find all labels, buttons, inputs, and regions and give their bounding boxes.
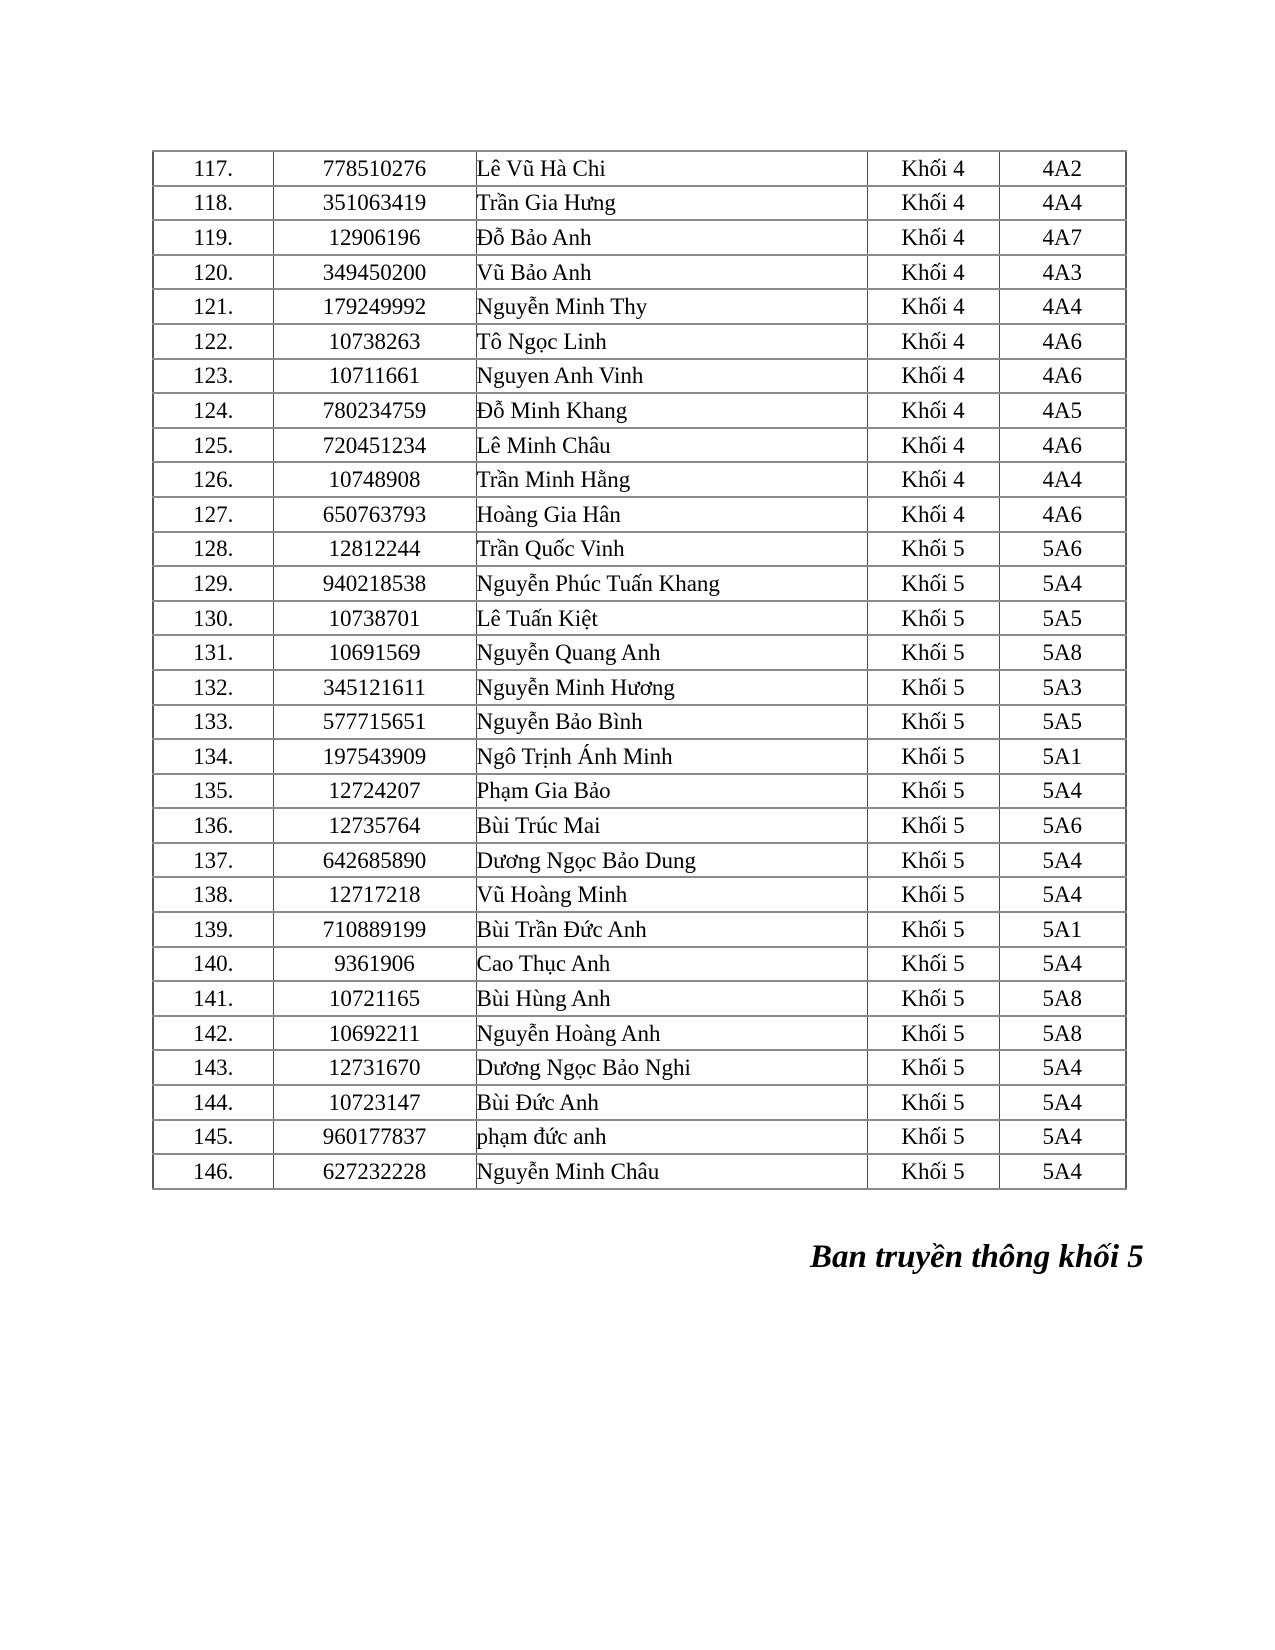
cell-row-number: 122. bbox=[153, 324, 273, 359]
cell-grade: Khối 4 bbox=[867, 497, 999, 532]
cell-grade: Khối 5 bbox=[867, 1120, 999, 1155]
cell-grade: Khối 4 bbox=[867, 462, 999, 497]
cell-row-number: 117. bbox=[153, 151, 273, 186]
cell-student-name: Nguyễn Hoàng Anh bbox=[476, 1016, 867, 1051]
table-row bbox=[153, 1120, 1126, 1155]
cell-student-name: Nguyễn Minh Hương bbox=[476, 670, 867, 705]
cell-grade: Khối 5 bbox=[867, 947, 999, 982]
table-row bbox=[153, 635, 1126, 670]
table-row bbox=[153, 601, 1126, 636]
cell-class: 4A6 bbox=[999, 359, 1126, 394]
cell-grade: Khối 5 bbox=[867, 532, 999, 567]
cell-class: 5A4 bbox=[999, 877, 1126, 912]
cell-grade: Khối 5 bbox=[867, 774, 999, 809]
cell-class: 4A4 bbox=[999, 462, 1126, 497]
cell-class: 4A6 bbox=[999, 497, 1126, 532]
cell-grade: Khối 5 bbox=[867, 877, 999, 912]
cell-class: 5A4 bbox=[999, 774, 1126, 809]
cell-grade: Khối 5 bbox=[867, 1050, 999, 1085]
cell-row-number: 130. bbox=[153, 601, 273, 636]
cell-student-id: 778510276 bbox=[273, 151, 476, 186]
cell-student-id: 720451234 bbox=[273, 428, 476, 463]
cell-student-name: Hoàng Gia Hân bbox=[476, 497, 867, 532]
cell-student-name: Bùi Trúc Mai bbox=[476, 808, 867, 843]
student-roster-table bbox=[152, 150, 1127, 1190]
table-row bbox=[153, 359, 1126, 394]
table-row bbox=[153, 739, 1126, 774]
cell-student-name: Bùi Đức Anh bbox=[476, 1085, 867, 1120]
cell-grade: Khối 4 bbox=[867, 428, 999, 463]
cell-class: 4A2 bbox=[999, 151, 1126, 186]
cell-grade: Khối 5 bbox=[867, 566, 999, 601]
table-row bbox=[153, 705, 1126, 740]
cell-class: 5A4 bbox=[999, 1085, 1126, 1120]
cell-row-number: 146. bbox=[153, 1154, 273, 1189]
cell-student-name: Trần Gia Hưng bbox=[476, 186, 867, 221]
cell-grade: Khối 4 bbox=[867, 151, 999, 186]
cell-class: 5A4 bbox=[999, 947, 1126, 982]
table-row bbox=[153, 1016, 1126, 1051]
cell-student-id: 10748908 bbox=[273, 462, 476, 497]
cell-grade: Khối 5 bbox=[867, 705, 999, 740]
cell-student-name: Vũ Bảo Anh bbox=[476, 255, 867, 290]
cell-row-number: 129. bbox=[153, 566, 273, 601]
cell-class: 5A6 bbox=[999, 532, 1126, 567]
cell-student-name: Bùi Hùng Anh bbox=[476, 981, 867, 1016]
cell-row-number: 123. bbox=[153, 359, 273, 394]
table-row bbox=[153, 220, 1126, 255]
table-row bbox=[153, 497, 1126, 532]
cell-class: 5A4 bbox=[999, 1120, 1126, 1155]
cell-student-id: 10692211 bbox=[273, 1016, 476, 1051]
table-row bbox=[153, 947, 1126, 982]
cell-student-id: 9361906 bbox=[273, 947, 476, 982]
cell-student-id: 10721165 bbox=[273, 981, 476, 1016]
cell-row-number: 127. bbox=[153, 497, 273, 532]
cell-class: 5A6 bbox=[999, 808, 1126, 843]
cell-row-number: 128. bbox=[153, 532, 273, 567]
cell-student-id: 12731670 bbox=[273, 1050, 476, 1085]
cell-student-name: Bùi Trần Đức Anh bbox=[476, 912, 867, 947]
cell-grade: Khối 4 bbox=[867, 393, 999, 428]
cell-student-id: 642685890 bbox=[273, 843, 476, 878]
cell-class: 5A5 bbox=[999, 601, 1126, 636]
table-row bbox=[153, 670, 1126, 705]
table-row bbox=[153, 774, 1126, 809]
cell-row-number: 121. bbox=[153, 289, 273, 324]
cell-class: 4A6 bbox=[999, 428, 1126, 463]
cell-student-id: 780234759 bbox=[273, 393, 476, 428]
cell-grade: Khối 4 bbox=[867, 220, 999, 255]
cell-student-name: Đỗ Minh Khang bbox=[476, 393, 867, 428]
table-row bbox=[153, 151, 1126, 186]
cell-class: 5A8 bbox=[999, 1016, 1126, 1051]
cell-class: 4A4 bbox=[999, 186, 1126, 221]
cell-grade: Khối 5 bbox=[867, 635, 999, 670]
cell-grade: Khối 5 bbox=[867, 1154, 999, 1189]
table-row bbox=[153, 393, 1126, 428]
cell-class: 5A1 bbox=[999, 739, 1126, 774]
cell-student-name: Lê Minh Châu bbox=[476, 428, 867, 463]
cell-student-id: 940218538 bbox=[273, 566, 476, 601]
table-row bbox=[153, 324, 1126, 359]
cell-student-id: 627232228 bbox=[273, 1154, 476, 1189]
cell-student-id: 577715651 bbox=[273, 705, 476, 740]
cell-class: 5A4 bbox=[999, 1050, 1126, 1085]
cell-student-name: Dương Ngọc Bảo Nghi bbox=[476, 1050, 867, 1085]
cell-class: 4A4 bbox=[999, 289, 1126, 324]
cell-student-name: Phạm Gia Bảo bbox=[476, 774, 867, 809]
cell-row-number: 145. bbox=[153, 1120, 273, 1155]
cell-row-number: 131. bbox=[153, 635, 273, 670]
cell-student-id: 650763793 bbox=[273, 497, 476, 532]
cell-student-name: Trần Minh Hằng bbox=[476, 462, 867, 497]
cell-student-name: Tô Ngọc Linh bbox=[476, 324, 867, 359]
table-row bbox=[153, 912, 1126, 947]
cell-student-name: Nguyễn Phúc Tuấn Khang bbox=[476, 566, 867, 601]
cell-row-number: 144. bbox=[153, 1085, 273, 1120]
cell-grade: Khối 4 bbox=[867, 186, 999, 221]
cell-student-name: Cao Thục Anh bbox=[476, 947, 867, 982]
table-row bbox=[153, 255, 1126, 290]
table-row bbox=[153, 808, 1126, 843]
table-row bbox=[153, 1085, 1126, 1120]
cell-student-name: Dương Ngọc Bảo Dung bbox=[476, 843, 867, 878]
cell-class: 5A1 bbox=[999, 912, 1126, 947]
table-row bbox=[153, 981, 1126, 1016]
cell-class: 5A5 bbox=[999, 705, 1126, 740]
cell-grade: Khối 5 bbox=[867, 1016, 999, 1051]
cell-row-number: 142. bbox=[153, 1016, 273, 1051]
cell-student-name: Lê Tuấn Kiệt bbox=[476, 601, 867, 636]
table-row bbox=[153, 462, 1126, 497]
cell-student-id: 12735764 bbox=[273, 808, 476, 843]
cell-student-id: 12717218 bbox=[273, 877, 476, 912]
cell-row-number: 135. bbox=[153, 774, 273, 809]
cell-row-number: 136. bbox=[153, 808, 273, 843]
cell-grade: Khối 5 bbox=[867, 1085, 999, 1120]
cell-class: 5A4 bbox=[999, 566, 1126, 601]
cell-student-id: 10738263 bbox=[273, 324, 476, 359]
cell-grade: Khối 5 bbox=[867, 843, 999, 878]
cell-class: 5A3 bbox=[999, 670, 1126, 705]
cell-class: 5A8 bbox=[999, 981, 1126, 1016]
cell-grade: Khối 5 bbox=[867, 739, 999, 774]
cell-student-id: 349450200 bbox=[273, 255, 476, 290]
cell-row-number: 140. bbox=[153, 947, 273, 982]
cell-student-name: Đỗ Bảo Anh bbox=[476, 220, 867, 255]
cell-grade: Khối 5 bbox=[867, 670, 999, 705]
cell-student-id: 12812244 bbox=[273, 532, 476, 567]
cell-row-number: 124. bbox=[153, 393, 273, 428]
table-row bbox=[153, 1050, 1126, 1085]
cell-student-name: Nguyen Anh Vinh bbox=[476, 359, 867, 394]
cell-row-number: 120. bbox=[153, 255, 273, 290]
cell-class: 4A6 bbox=[999, 324, 1126, 359]
cell-student-id: 10691569 bbox=[273, 635, 476, 670]
cell-student-name: Nguyễn Quang Anh bbox=[476, 635, 867, 670]
cell-student-id: 179249992 bbox=[273, 289, 476, 324]
table-row bbox=[153, 428, 1126, 463]
cell-row-number: 133. bbox=[153, 705, 273, 740]
cell-row-number: 119. bbox=[153, 220, 273, 255]
cell-class: 4A7 bbox=[999, 220, 1126, 255]
cell-student-name: phạm đức anh bbox=[476, 1120, 867, 1155]
cell-student-name: Vũ Hoàng Minh bbox=[476, 877, 867, 912]
cell-student-id: 10738701 bbox=[273, 601, 476, 636]
cell-student-id: 197543909 bbox=[273, 739, 476, 774]
cell-student-name: Ngô Trịnh Ánh Minh bbox=[476, 739, 867, 774]
cell-grade: Khối 5 bbox=[867, 912, 999, 947]
cell-student-id: 10723147 bbox=[273, 1085, 476, 1120]
cell-grade: Khối 5 bbox=[867, 981, 999, 1016]
table-row bbox=[153, 289, 1126, 324]
cell-grade: Khối 4 bbox=[867, 324, 999, 359]
cell-student-id: 345121611 bbox=[273, 670, 476, 705]
table-row bbox=[153, 877, 1126, 912]
student-roster-body bbox=[153, 151, 1126, 1189]
cell-student-name: Trần Quốc Vinh bbox=[476, 532, 867, 567]
table-row bbox=[153, 566, 1126, 601]
cell-row-number: 134. bbox=[153, 739, 273, 774]
cell-row-number: 132. bbox=[153, 670, 273, 705]
cell-row-number: 118. bbox=[153, 186, 273, 221]
cell-row-number: 126. bbox=[153, 462, 273, 497]
cell-row-number: 137. bbox=[153, 843, 273, 878]
table-row bbox=[153, 532, 1126, 567]
cell-student-name: Nguyễn Minh Châu bbox=[476, 1154, 867, 1189]
footer-signature: Ban truyền thông khối 5 bbox=[810, 1239, 1144, 1275]
cell-student-id: 12906196 bbox=[273, 220, 476, 255]
cell-row-number: 143. bbox=[153, 1050, 273, 1085]
cell-student-id: 960177837 bbox=[273, 1120, 476, 1155]
cell-student-id: 351063419 bbox=[273, 186, 476, 221]
cell-student-name: Nguyễn Minh Thy bbox=[476, 289, 867, 324]
cell-row-number: 139. bbox=[153, 912, 273, 947]
cell-grade: Khối 5 bbox=[867, 808, 999, 843]
cell-class: 5A4 bbox=[999, 843, 1126, 878]
cell-grade: Khối 4 bbox=[867, 255, 999, 290]
cell-class: 4A5 bbox=[999, 393, 1126, 428]
cell-grade: Khối 5 bbox=[867, 601, 999, 636]
table-row bbox=[153, 843, 1126, 878]
cell-student-id: 12724207 bbox=[273, 774, 476, 809]
cell-row-number: 141. bbox=[153, 981, 273, 1016]
cell-student-id: 710889199 bbox=[273, 912, 476, 947]
cell-student-name: Nguyễn Bảo Bình bbox=[476, 705, 867, 740]
table-row bbox=[153, 1154, 1126, 1189]
cell-row-number: 138. bbox=[153, 877, 273, 912]
cell-student-id: 10711661 bbox=[273, 359, 476, 394]
cell-class: 5A8 bbox=[999, 635, 1126, 670]
cell-class: 5A4 bbox=[999, 1154, 1126, 1189]
table-row bbox=[153, 186, 1126, 221]
cell-class: 4A3 bbox=[999, 255, 1126, 290]
cell-row-number: 125. bbox=[153, 428, 273, 463]
cell-student-name: Lê Vũ Hà Chi bbox=[476, 151, 867, 186]
cell-grade: Khối 4 bbox=[867, 289, 999, 324]
cell-grade: Khối 4 bbox=[867, 359, 999, 394]
